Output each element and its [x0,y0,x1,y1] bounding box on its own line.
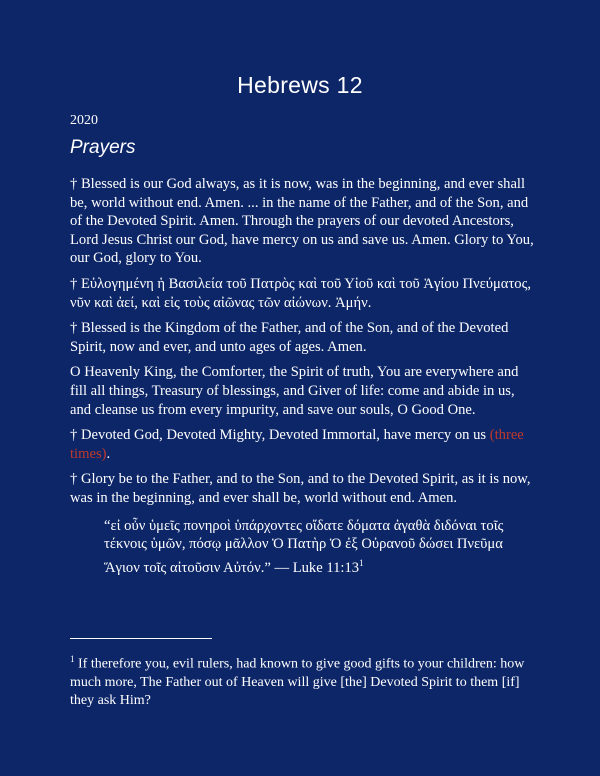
scripture-quote [104,517,504,578]
rubric-note: (three times) [70,427,524,462]
section-heading: Prayers [70,137,136,158]
footnote-text: If therefore you, evil rulers, had known to give good gifts to your children: how much more, The Father out of Heaven will give [the] Devoted Spirit to them [if] they ask Him? [70,656,525,709]
prayer-paragraph: † Glory be to the Father, and to the Son, and to the Devoted Spirit, as it is now, was in the beginning, and ever shall be, world without end. Amen. [70,471,531,506]
year-label: 2020 [70,113,98,128]
footnote [70,650,535,711]
prayer-paragraph-trisagion [70,426,535,463]
footnote-marker: 1 [70,654,75,664]
prayer-paragraph: † Blessed is our God always, as it is now, was in the beginning, and ever shall be, world without end. Amen. ... in the name of the Father, and of the Son, and of the Devoted Spirit. Amen. Through the prayers of our devoted Ancestors, Lord Jesus Christ our God, have mercy on us and save us. Amen. Glory to You, our God, glory to You. [70,176,534,267]
page-title: Hebrews 12 [237,72,363,98]
prayer-text-end: . [106,445,111,462]
prayer-paragraph-greek: † Εὐλογημένη ἡ Βασιλεία τοῦ Πατρὸς καὶ τοῦ Υἱοῦ καὶ τοῦ Ἁγίου Πνεύματος, νῦν καὶ ἀεί, καὶ εἰς τοὺς αἰῶνας τῶν αἰώνων. Ἀμήν. [70,275,532,311]
prayer-text: † Devoted God, Devoted Mighty, Devoted Immortal, have mercy on us [70,427,490,444]
footnote-divider [70,638,212,639]
prayer-paragraph: † Blessed is the Kingdom of the Father, and of the Son, and of the Devoted Spirit, now and ever, and unto ages of ages. Amen. [70,320,509,355]
footnote-reference[interactable]: 1 [359,557,364,568]
prayers-body [70,175,535,577]
prayer-paragraph: O Heavenly King, the Comforter, the Spirit of truth, You are everywhere and fill all things, Treasury of blessings, and Giver of life: come and abide in us, and cleanse us from every impurity, and save our souls, O Good One. [70,364,519,418]
quote-text: “εἰ οὖν ὑμεῖς πονηροὶ ὑπάρχοντες οἴδατε δόματα ἀγαθὰ διδόναι τοῖς τέκνοις ὑμῶν, πόσῳ μᾶλλον Ὁ Πατὴρ Ὁ ἐξ Οὐρανοῦ δώσει Πνεῦμα Ἅγιον τοῖς αἰτοῦσιν Αὐτόν.” — Luke 11:13 [104,517,504,576]
